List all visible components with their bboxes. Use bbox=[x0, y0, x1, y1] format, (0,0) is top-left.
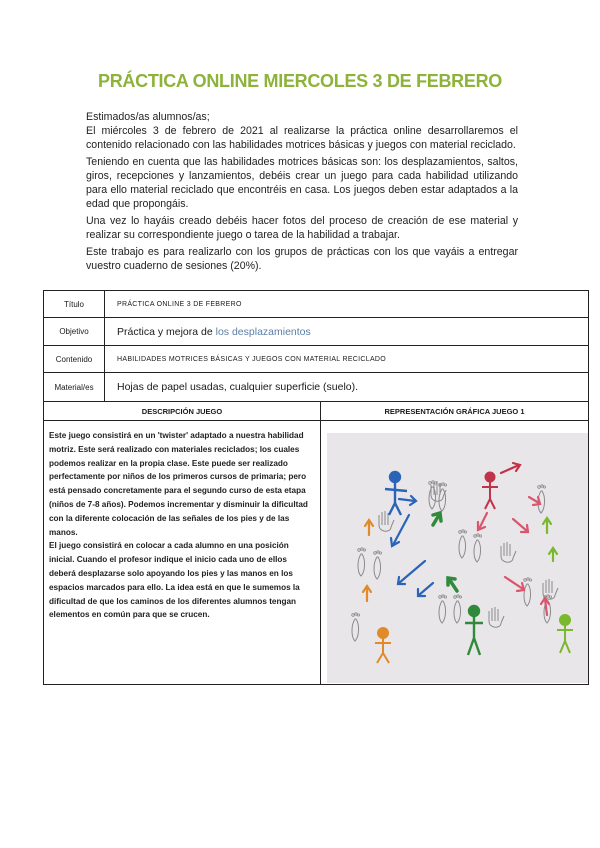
intro-paragraph-1: El miércoles 3 de febrero de 2021 al realizarse la práctica online desarrollaremos el contenido relacionado con las habilidades motrices básicas y juegos con material reciclado. bbox=[86, 125, 518, 151]
titulo-value: PRÁCTICA ONLINE 3 DE FEBRERO bbox=[105, 291, 589, 318]
contenido-label: Contenido bbox=[44, 346, 105, 373]
repr-header: REPRESENTACIÓN GRÁFICA JUEGO 1 bbox=[321, 402, 589, 421]
row-content bbox=[44, 421, 589, 685]
intro-paragraph-2: Teniendo en cuenta que las habilidades motrices básicas son: los desplazamientos, saltos, giros, recepciones y lanzamientos, debéis crear un juego para cada habilidad utilizando para ello material reciclado que encontréis en casa. Los juegos deben estar adaptados a la edad que propongáis. bbox=[86, 156, 518, 210]
objetivo-value-text: Práctica y mejora de bbox=[117, 325, 216, 338]
intro-text bbox=[86, 110, 518, 273]
material-value: Hojas de papel usadas, cualquier superficie (suelo). bbox=[105, 373, 589, 402]
twister-drawing bbox=[327, 433, 588, 683]
activity-table bbox=[43, 290, 589, 685]
row-titulo bbox=[44, 291, 589, 318]
row-objetivo bbox=[44, 318, 589, 346]
intro-paragraph-4: Este trabajo es para realizarlo con los grupos de prácticas con los que vayáis a entregar vuestro cuaderno de sesiones (20%). bbox=[86, 246, 518, 272]
desc-paragraph-2: El juego consistirá en colocar a cada alumno en una posición inicial. Cuando el profesor indique el inicio cada uno de ellos deberá desplazarse solo apoyando los pies y las manos en los espacios marcados para ello. La idea está en que le sumemos la dificultad de que los caminos de los diferentes alumnos tengan elementos en común para que se crucen. bbox=[49, 541, 300, 620]
desc-paragraph-1: Este juego consistirá en un 'twister' adaptado a nuestra habilidad motriz. Este será realizado con materiales reciclados; los cuales podemos realizar en la propia clase. Este puede ser realizado perfectamente por niños de los primeros cursos de primaria; pero está pensado concretamente para el segundo curso de esta etapa (niños de 7-8 años). Podemos incrementar y disminuir la dificultad con la diferente colocación de las señales de los pies y de las manos. bbox=[49, 431, 308, 537]
drawing-paper bbox=[327, 433, 588, 683]
row-material bbox=[44, 373, 589, 402]
greeting: Estimados/as alumnos/as; bbox=[86, 111, 210, 123]
page-title: PRÁCTICA ONLINE MIERCOLES 3 DE FEBRERO bbox=[98, 71, 502, 91]
row-contenido bbox=[44, 346, 589, 373]
game-description bbox=[44, 421, 321, 685]
objetivo-label: Objetivo bbox=[44, 318, 105, 346]
desc-header: DESCRIPCIÓN JUEGO bbox=[44, 402, 321, 421]
objetivo-value bbox=[105, 318, 589, 346]
titulo-label: Título bbox=[44, 291, 105, 318]
graphic-representation bbox=[321, 421, 589, 685]
intro-paragraph-3: Una vez lo hayáis creado debéis hacer fotos del proceso de creación de ese material y realizar su correspondiente juego o tarea de la habilidad a trabajar. bbox=[86, 215, 518, 241]
objetivo-value-highlight: los desplazamientos bbox=[215, 325, 311, 338]
contenido-value: HABILIDADES MOTRICES BÁSICAS Y JUEGOS CON MATERIAL RECICLADO bbox=[105, 346, 589, 373]
material-label: Material/es bbox=[44, 373, 105, 402]
row-headers bbox=[44, 402, 589, 421]
